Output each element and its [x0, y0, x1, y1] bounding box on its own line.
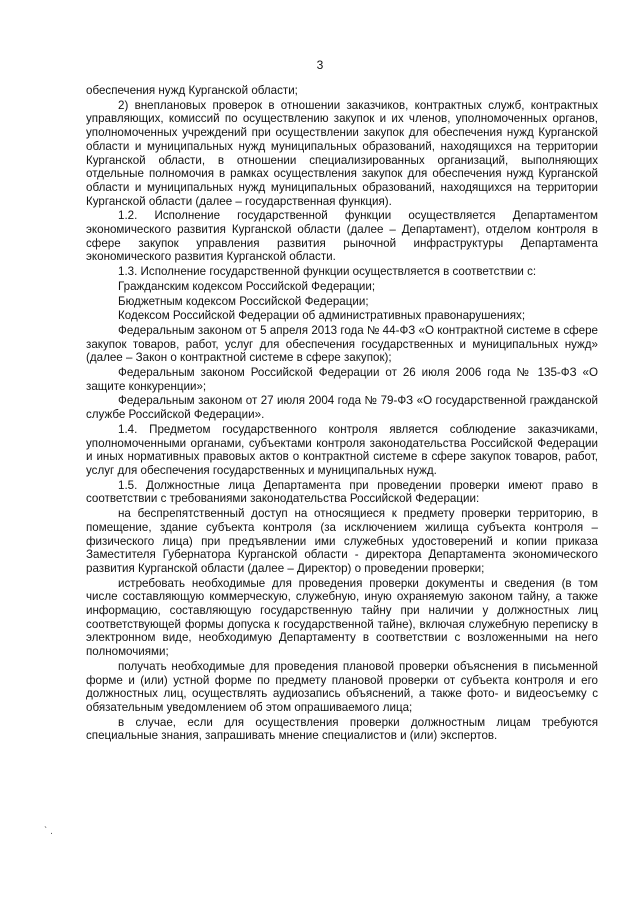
paragraph: Федеральным законом от 27 июля 2004 года № 79-ФЗ «О государственной гражданской службе Российской Федерации».	[86, 394, 598, 422]
page-number: 3	[316, 58, 324, 72]
paragraph: Федеральным законом от 5 апреля 2013 года № 44-ФЗ «О контрактной системе в сфере закупок товаров, работ, услуг для обеспечения государственных и муниципальных нужд» (далее – Закон о контрактной системе в сфере закупок);	[86, 323, 598, 365]
paragraph: Кодексом Российской Федерации об административных правонарушениях;	[118, 309, 526, 323]
document-body	[86, 84, 598, 744]
paragraph: 1.4. Предметом государственного контроля является соблюдение заказчиками, уполномоченными органами, субъектами контроля законодательства Российской Федерации и иных нормативных правовых актов о контрактной системе в сфере закупок товаров, работ, услуг для обеспечения государственных и муниципальных нужд.	[86, 422, 598, 477]
paragraph: Бюджетным кодексом Российской Федерации;	[118, 294, 369, 308]
scan-speck: ˋ .	[44, 826, 53, 837]
paragraph: 1.5. Должностные лица Департамента при проведении проверки имеют право в соответствии с требованиями законодательства Российской Федерации:	[86, 478, 598, 506]
paragraph: Федеральным законом Российской Федерации от 26 июля 2006 года № 135-ФЗ «О защите конкуренции»;	[86, 366, 598, 393]
paragraph: 2) внеплановых проверок в отношении заказчиков, контрактных служб, контрактных управляющих, комиссий по осуществлению закупок и их членов, уполномоченных органов, уполномоченных учреждений при осуществлении закупок для обеспечения нужд Курганской области и муниципальных нужд муниципальных образований, находящихся на территории Курганской области, в отношении специализированных организаций, выполняющих отдельные полномочия в рамках осуществления закупок для обеспечения нужд Курганской области и муниципальных нужд муниципальных образований, находящихся на территории Курганской области (далее – государственная функция).	[86, 98, 598, 208]
paragraph: в случае, если для осуществления проверки должностным лицам требуются специальные знания, запрашивать мнение специалистов и (или) экспертов.	[86, 715, 598, 743]
paragraph: обеспечения нужд Курганской области;	[86, 84, 298, 97]
paragraph: 1.2. Исполнение государственной функции осуществляется Департаментом экономического развития Курганской области (далее – Департамент), отделом контроля в сфере закупок управления развития рыночной инфраструктуры Департамента экономического развития Курганской области.	[86, 209, 598, 264]
paragraph: истребовать необходимые для проведения проверки документы и сведения (в том числе составляющую коммерческую, служебную, иную охраняемую законом тайну, а также информацию, составляющую государственную тайну при наличии у должностных лиц соответствующей формы допуска к государственной тайне), включая служебную переписку в электронном виде, необходимую Департаменту в соответствии с возложенными на него полномочиями;	[86, 576, 598, 659]
paragraph: на беспрепятственный доступ на относящиеся к предмету проверки территорию, в помещение, здание субъекта контроля (за исключением жилища субъекта контроля – физического лица) при предъявлении ими служебных удостоверений и копии приказа Заместителя Губернатора Курганской области - директора Департамента экономического развития Курганской области (далее – Директор) о проведении проверки;	[86, 507, 598, 575]
paragraph: 1.3. Исполнение государственной функции осуществляется в соответствии с:	[118, 265, 537, 279]
paragraph: получать необходимые для проведения плановой проверки объяснения в письменной форме и (или) устной форме по предмету плановой проверки от субъекта контроля и его должностных лиц, осуществлять аудиозапись объяснений, а также фото- и видеосъемку с обязательным уведомлением об этом опрашиваемого лица;	[86, 659, 598, 714]
paragraph: Гражданским кодексом Российской Федерации;	[118, 279, 376, 293]
